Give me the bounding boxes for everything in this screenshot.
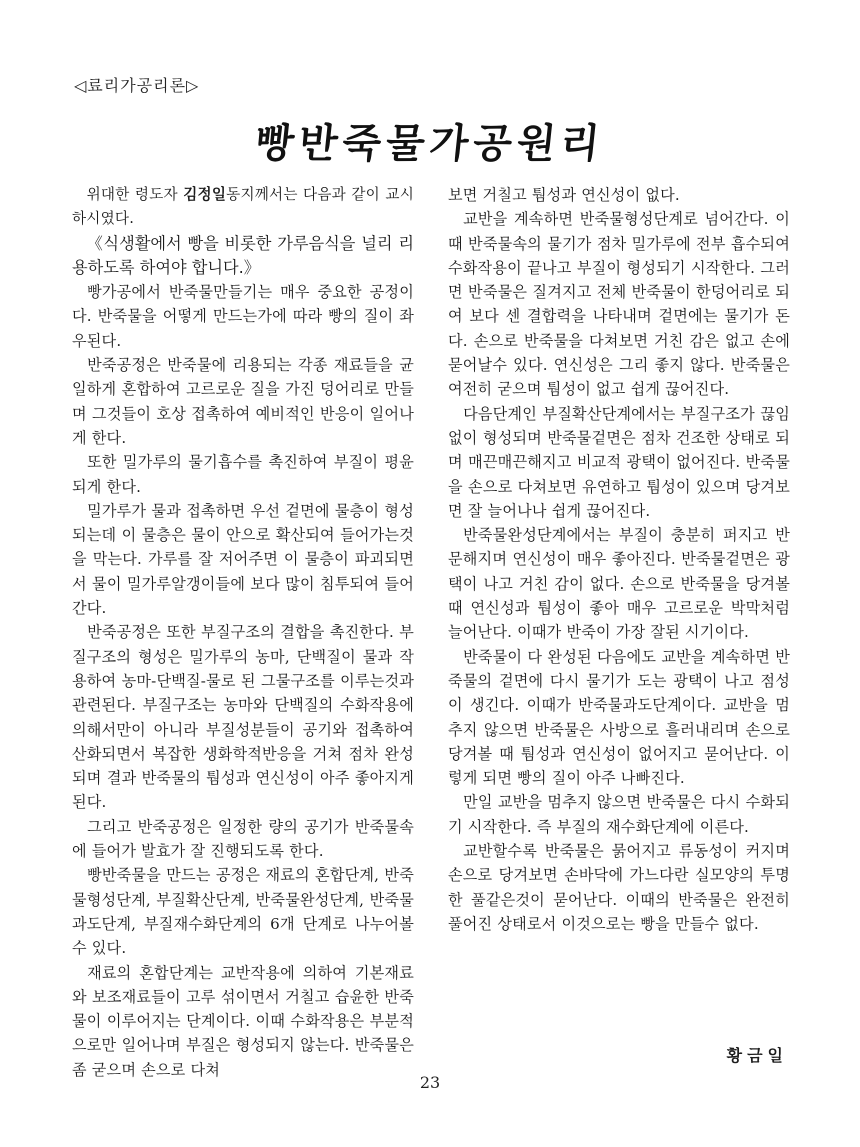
paragraph: 재료의 혼합단계는 교반작용에 의하여 기본재료와 보조재료들이 고루 섞이면서 거칠고 습윤한 반죽물이 이루어지는 단계이다. 이때 수화작용은 부분적으로만 일어나며 부질은 형성되지 않는다. 반죽물은 좀 굳으며 손으로 다쳐: [72, 963, 414, 1079]
page-number: 23: [419, 1073, 441, 1092]
paragraph: 교반할수록 반죽물은 묽어지고 류동성이 커지며 손으로 당겨보면 손바닥에 가느다란 실모양의 투명한 풀같은것이 묻어난다. 이때의 반죽물은 완전히 풀어진 상태로서 이것으로는 빵을 만들수 없다.: [448, 842, 790, 933]
paragraph: 빵반죽물을 만드는 공정은 재료의 혼합단계, 반죽물형성단계, 부질확산단계, 반죽물완성단계, 반죽물과도단계, 부질재수화단계의 6개 단계로 나누어볼수 있다.: [72, 866, 414, 958]
leader-name: 김정일: [183, 186, 227, 203]
paragraph: 빵가공에서 반죽물만들기는 매우 중요한 공정이다. 반죽물을 어떻게 만드는가에 따라 빵의 질이 좌우된다.: [72, 283, 414, 350]
intro-paragraph: [72, 183, 414, 232]
quote: 《식생활에서 빵을 비롯한 가루음식을 널리 리용하도록 하여야 합니다.》: [72, 233, 414, 277]
intro-after-name: 동지께서는 다음과 같이 교시하시였다.: [72, 186, 414, 228]
author-signature: 황금일: [726, 1046, 788, 1065]
paragraph: 반죽물이 다 완성된 다음에도 교반을 계속하면 반죽물의 겉면에 다시 물기가 도는 광택이 나고 점성이 생긴다. 이때가 반죽물과도단계이다. 교반을 멈추지 않으면 반죽물은 사방으로 흘러내리며 손으로 당겨볼 때 퉘성과 연신성이 없어지고 묻어난다. 이렇게 되면 빵의 질이 아주 나빠진다.: [448, 647, 790, 788]
paragraph: 만일 교반을 멈추지 않으면 반죽물은 다시 수화되기 시작한다. 즉 부질의 재수화단계에 이른다.: [448, 793, 790, 836]
right-column: [448, 183, 790, 936]
paragraph: 밀가루가 물과 접촉하면 우선 겉면에 물층이 형성되는데 이 물층은 물이 안으로 확산되여 들어가는것을 막는다. 가루를 잘 저어주면 이 물층이 파괴되면서 물이 밀가루알갱이들에 보다 많이 침투되여 들어간다.: [72, 501, 414, 618]
paragraph: 다음단계인 부질확산단계에서는 부질구조가 끊임없이 형성되며 반죽물겉면은 점차 건조한 상태로 되며 매끈매끈해지고 비교적 광택이 없어진다. 반죽물을 손으로 다쳐보면 유연하고 퉘성이 있으며 당겨보면 잘 늘어나나 쉽게 끊어진다.: [448, 404, 790, 520]
left-column: [72, 183, 414, 1082]
section-tag: ◁료리가공리론▷: [74, 76, 200, 95]
paragraph: 반죽물완성단계에서는 부질이 충분히 퍼지고 반문해지며 연신성이 매우 좋아진다. 반죽물겉면은 광택이 나고 거친 감이 없다. 손으로 반죽물을 당겨볼 때 연신성과 퉘성이 좋아 매우 고르로운 박막처럼 늘어난다. 이때가 반죽이 가장 잘된 시기이다.: [448, 526, 790, 642]
paragraph: 또한 밀가루의 물기흡수를 촉진하여 부질이 평윤되게 한다.: [72, 453, 414, 496]
paragraph: 그리고 반죽공정은 일정한 량의 공기가 반죽물속에 들어가 발효가 잘 진행되도록 한다.: [72, 817, 414, 861]
paragraph: 반죽공정은 반죽물에 리용되는 각종 재료들을 균일하게 혼합하여 고르로운 질을 가진 덩어리로 만들며 그것들이 호상 접촉하여 예비적인 반응이 일어나게 한다.: [72, 356, 414, 447]
article-title: 빵반죽물가공원리: [252, 121, 607, 167]
paragraph: 교반을 계속하면 반죽물형성단계로 넘어간다. 이때 반죽물속의 물기가 점차 밀가루에 전부 흡수되여 수화작용이 끝나고 부질이 형성되기 시작한다. 그러면 반죽물은 질겨지고 전체 반죽물이 한덩어리로 되여 보다 센 결합력을 나타내며 겉면에는 물기가 돈다. 손으로 반죽물을 다쳐보면 거친 감은 없고 손에 묻어날수 있다. 연신성은 그리 좋지 않다. 반죽물은 여전히 굳으며 퉘성이 없고 쉽게 끊어진다.: [448, 210, 790, 399]
paragraph: 반죽공정은 또한 부질구조의 결합을 촉진한다. 부질구조의 형성은 밀가루의 농마, 단백질이 물과 작용하여 농마-단백질-물로 된 그물구조를 이루는것과 관련된다. 부질구조는 농마와 단백질의 수화작용에 의해서만이 아니라 부질성분들이 공기와 접촉하여 산화되면서 복잡한 생화학적반응을 거쳐 점차 완성되며 결과 반죽물의 퉘성과 연신성이 아주 좋아지게 된다.: [72, 623, 414, 812]
paragraph-continuation: 보면 거칠고 퉘성과 연신성이 없다.: [448, 186, 680, 204]
intro-before-name: 위대한 령도자: [86, 186, 184, 203]
